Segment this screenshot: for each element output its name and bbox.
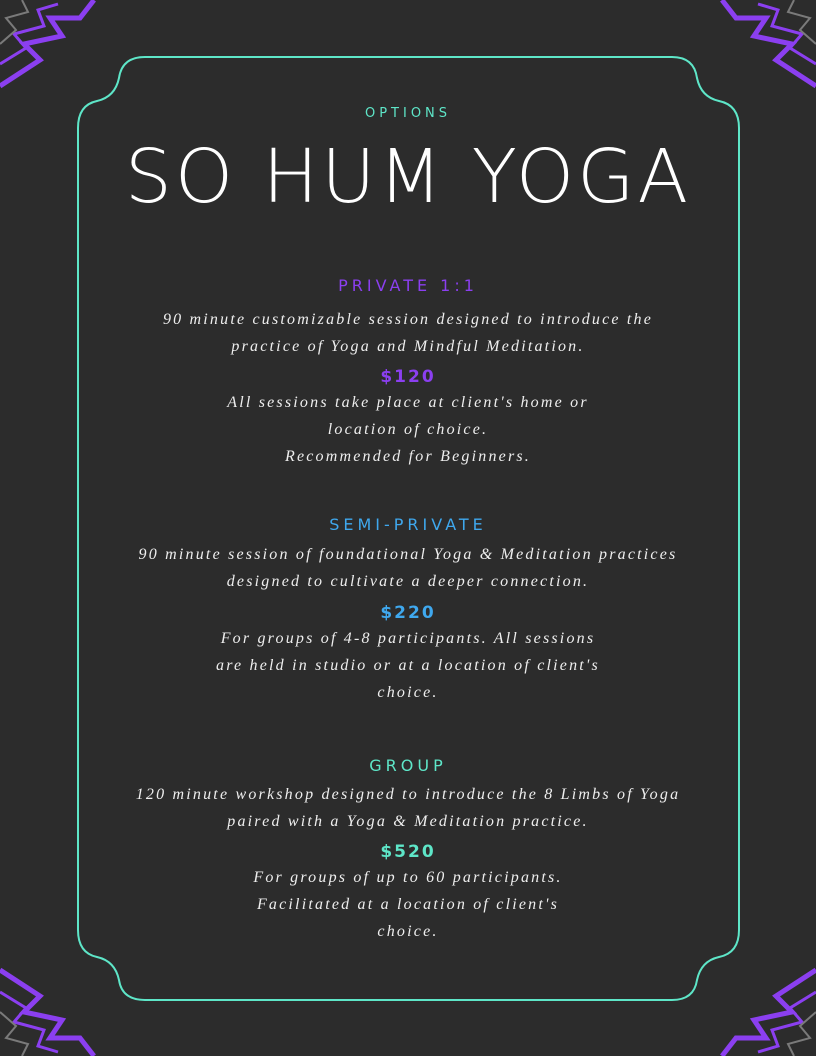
starburst-ornament-icon <box>716 0 816 100</box>
semi-private-description-line: 90 minute session of foundational Yoga & Meditation practices <box>138 546 678 563</box>
group-detail-line: choice. <box>377 923 439 940</box>
section-heading-semi-private: SEMI-PRIVATE <box>329 515 487 534</box>
group-detail-line: Facilitated at a location of client's <box>256 896 560 913</box>
starburst-ornament-icon <box>0 956 100 1056</box>
group-description-line: paired with a Yoga & Meditation practice. <box>227 813 589 830</box>
semi-private-price: $220 <box>380 603 436 623</box>
group-detail-line: For groups of up to 60 participants. <box>253 869 563 886</box>
private-detail-line: All sessions take place at client's home or <box>227 394 589 411</box>
private-description-line: practice of Yoga and Mindful Meditation. <box>231 338 585 355</box>
section-heading-group: GROUP <box>369 756 447 775</box>
semi-private-detail-line: choice. <box>377 684 439 701</box>
group-price: $520 <box>380 842 436 862</box>
options-eyebrow: OPTIONS <box>364 106 452 121</box>
semi-private-detail-line: For groups of 4-8 participants. All sessions <box>220 630 596 647</box>
private-detail-line: location of choice. <box>327 421 489 438</box>
starburst-ornament-icon <box>0 0 100 100</box>
semi-private-description-line: designed to cultivate a deeper connection. <box>226 573 590 590</box>
section-heading-private: PRIVATE 1:1 <box>338 276 478 295</box>
page-title: SO HUM YOGA <box>124 134 692 220</box>
private-price: $120 <box>380 367 436 387</box>
semi-private-detail-line: are held in studio or at a location of client's <box>216 657 600 674</box>
private-detail-line: Recommended for Beginners. <box>284 448 532 465</box>
private-description-line: 90 minute customizable session designed to introduce the <box>162 311 654 328</box>
starburst-ornament-icon <box>716 956 816 1056</box>
group-description-line: 120 minute workshop designed to introduce the 8 Limbs of Yoga <box>135 786 681 803</box>
